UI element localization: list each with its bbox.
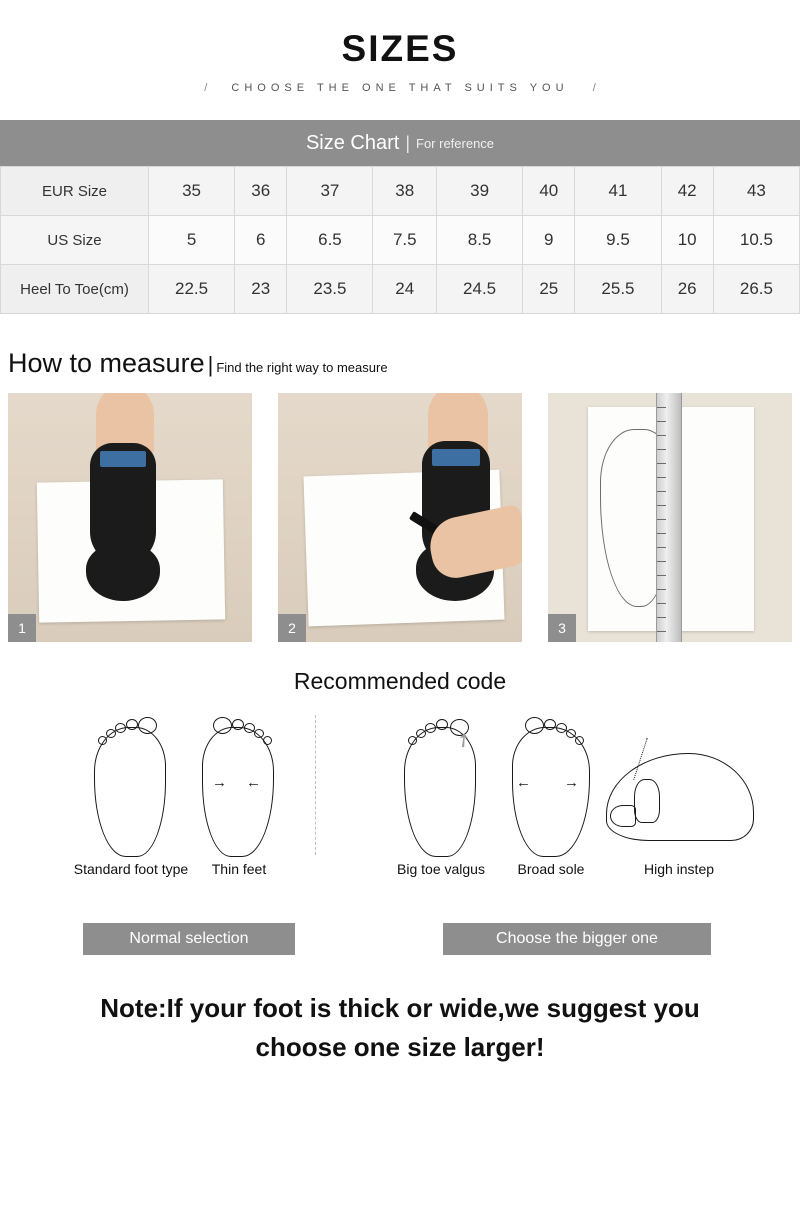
cell-heel-7: 26 bbox=[661, 265, 713, 314]
cell-eur-5: 40 bbox=[523, 167, 575, 216]
cell-us-1: 6 bbox=[235, 216, 287, 265]
step-badge-1: 1 bbox=[8, 614, 36, 642]
foot-sole-outline bbox=[94, 727, 166, 857]
toe-icon bbox=[98, 736, 107, 745]
toe-icon bbox=[254, 729, 264, 738]
cell-us-7: 10 bbox=[661, 216, 713, 265]
recommended-code-title: Recommended code bbox=[293, 668, 507, 694]
foot-sole-outline bbox=[202, 727, 274, 857]
foot-side-outline bbox=[606, 753, 754, 841]
cell-eur-1: 36 bbox=[235, 167, 287, 216]
selection-buttons bbox=[0, 923, 800, 963]
cell-eur-8: 43 bbox=[713, 167, 799, 216]
sock-toe bbox=[86, 543, 160, 601]
cell-heel-5: 25 bbox=[523, 265, 575, 314]
toe-icon bbox=[408, 736, 417, 745]
cell-eur-6: 41 bbox=[575, 167, 661, 216]
how-to-measure-subtitle: Find the right way to measure bbox=[216, 360, 388, 375]
foot-type-valgus bbox=[397, 709, 485, 877]
big-toe-icon bbox=[138, 717, 157, 734]
page-title: SIZES bbox=[341, 28, 459, 69]
cell-heel-1: 23 bbox=[235, 265, 287, 314]
foot-type-thin bbox=[196, 709, 282, 877]
toe-icon bbox=[416, 729, 426, 738]
sock-label-tag bbox=[432, 449, 480, 466]
size-chart-subtitle: For reference bbox=[416, 135, 495, 151]
toe-icon bbox=[566, 729, 576, 738]
cell-heel-3: 24 bbox=[373, 265, 437, 314]
how-to-measure-divider: | bbox=[207, 352, 214, 377]
cell-us-8: 10.5 bbox=[713, 216, 799, 265]
cell-heel-8: 26.5 bbox=[713, 265, 799, 314]
table-row bbox=[1, 265, 800, 314]
cell-us-5: 9 bbox=[523, 216, 575, 265]
cell-heel-6: 25.5 bbox=[575, 265, 661, 314]
foot-type-high-instep bbox=[612, 709, 762, 877]
toe-icon bbox=[126, 719, 138, 730]
cell-eur-3: 38 bbox=[373, 167, 437, 216]
foot-type-label-broad: Broad sole bbox=[517, 861, 585, 877]
cell-us-3: 7.5 bbox=[373, 216, 437, 265]
foot-type-standard bbox=[73, 709, 189, 877]
big-toe-icon bbox=[525, 717, 544, 734]
normal-selection-button[interactable]: Normal selection bbox=[83, 923, 295, 955]
foot-type-label-standard: Standard foot type bbox=[73, 861, 189, 877]
narrow-arrow-icon: → bbox=[212, 774, 227, 791]
foot-type-broad bbox=[508, 709, 594, 877]
cell-eur-0: 35 bbox=[149, 167, 235, 216]
ankle-shape bbox=[634, 779, 660, 823]
table-row bbox=[1, 216, 800, 265]
foot-diagram bbox=[88, 709, 174, 859]
cell-heel-2: 23.5 bbox=[287, 265, 373, 314]
cell-us-0: 5 bbox=[149, 216, 235, 265]
toe-icon bbox=[106, 729, 116, 738]
cell-us-6: 9.5 bbox=[575, 216, 661, 265]
row-label-heel-to-toe: Heel To Toe(cm) bbox=[1, 265, 149, 314]
toe-icon bbox=[115, 723, 126, 733]
narrow-arrow-icon: ← bbox=[246, 774, 261, 791]
foot-diagram bbox=[196, 709, 282, 859]
measure-step-photo-2 bbox=[278, 393, 522, 642]
cell-eur-4: 39 bbox=[437, 167, 523, 216]
cell-heel-4: 24.5 bbox=[437, 265, 523, 314]
broad-arrow-icon: ← bbox=[516, 774, 531, 791]
step-badge-3: 3 bbox=[548, 614, 576, 642]
foot-type-label-thin: Thin feet bbox=[211, 861, 267, 877]
big-toe-icon bbox=[213, 717, 232, 734]
foot-diagram bbox=[398, 709, 484, 859]
page-subtitle-text: CHOOSE THE ONE THAT SUITS YOU bbox=[231, 82, 569, 94]
measure-steps-gallery bbox=[0, 393, 800, 642]
toe-icon bbox=[436, 719, 448, 730]
how-to-measure-title: How to measure bbox=[8, 348, 205, 378]
measure-step-photo-3 bbox=[548, 393, 792, 642]
sock-label-tag bbox=[100, 451, 146, 467]
slash-left-decoration: / bbox=[204, 82, 208, 94]
foot-type-label-valgus: Big toe valgus bbox=[397, 861, 485, 877]
toe-icon bbox=[263, 736, 272, 745]
foot-type-label-high-instep: High instep bbox=[643, 861, 715, 877]
how-to-measure-heading bbox=[0, 348, 800, 379]
cell-eur-7: 42 bbox=[661, 167, 713, 216]
valgus-arrow-icon: ➚ bbox=[451, 727, 477, 754]
row-label-eur: EUR Size bbox=[1, 167, 149, 216]
measure-step-photo-1 bbox=[8, 393, 252, 642]
foot-sole-outline bbox=[512, 727, 590, 857]
size-chart-section bbox=[0, 120, 800, 314]
size-chart-title-divider: | bbox=[405, 132, 410, 153]
steel-ruler bbox=[656, 393, 682, 642]
table-row bbox=[1, 167, 800, 216]
row-label-us: US Size bbox=[1, 216, 149, 265]
choose-bigger-button[interactable]: Choose the bigger one bbox=[443, 923, 711, 955]
toe-icon bbox=[575, 736, 584, 745]
foot-diagram bbox=[508, 709, 594, 859]
cell-us-2: 6.5 bbox=[287, 216, 373, 265]
toe-icon bbox=[544, 719, 556, 730]
slash-right-decoration: / bbox=[592, 82, 596, 94]
size-chart-title-bar bbox=[0, 120, 800, 166]
cell-heel-0: 22.5 bbox=[149, 265, 235, 314]
toes-side bbox=[610, 805, 636, 827]
foot-side-diagram bbox=[612, 709, 762, 859]
toe-icon bbox=[425, 723, 436, 733]
broad-arrow-icon: → bbox=[564, 774, 579, 791]
page-subtitle bbox=[0, 82, 800, 94]
foot-type-diagrams bbox=[0, 709, 800, 919]
toe-icon bbox=[232, 719, 244, 730]
step-badge-2: 2 bbox=[278, 614, 306, 642]
note-line-1: Note:If your foot is thick or wide,we suggest you bbox=[100, 993, 700, 1023]
cell-eur-2: 37 bbox=[287, 167, 373, 216]
size-chart-title: Size Chart bbox=[305, 131, 400, 154]
size-chart-table bbox=[0, 166, 800, 314]
vertical-divider bbox=[315, 715, 316, 855]
cell-us-4: 8.5 bbox=[437, 216, 523, 265]
note-line-2: choose one size larger! bbox=[255, 1032, 545, 1062]
page-header bbox=[0, 0, 800, 94]
note-text bbox=[0, 989, 800, 1087]
